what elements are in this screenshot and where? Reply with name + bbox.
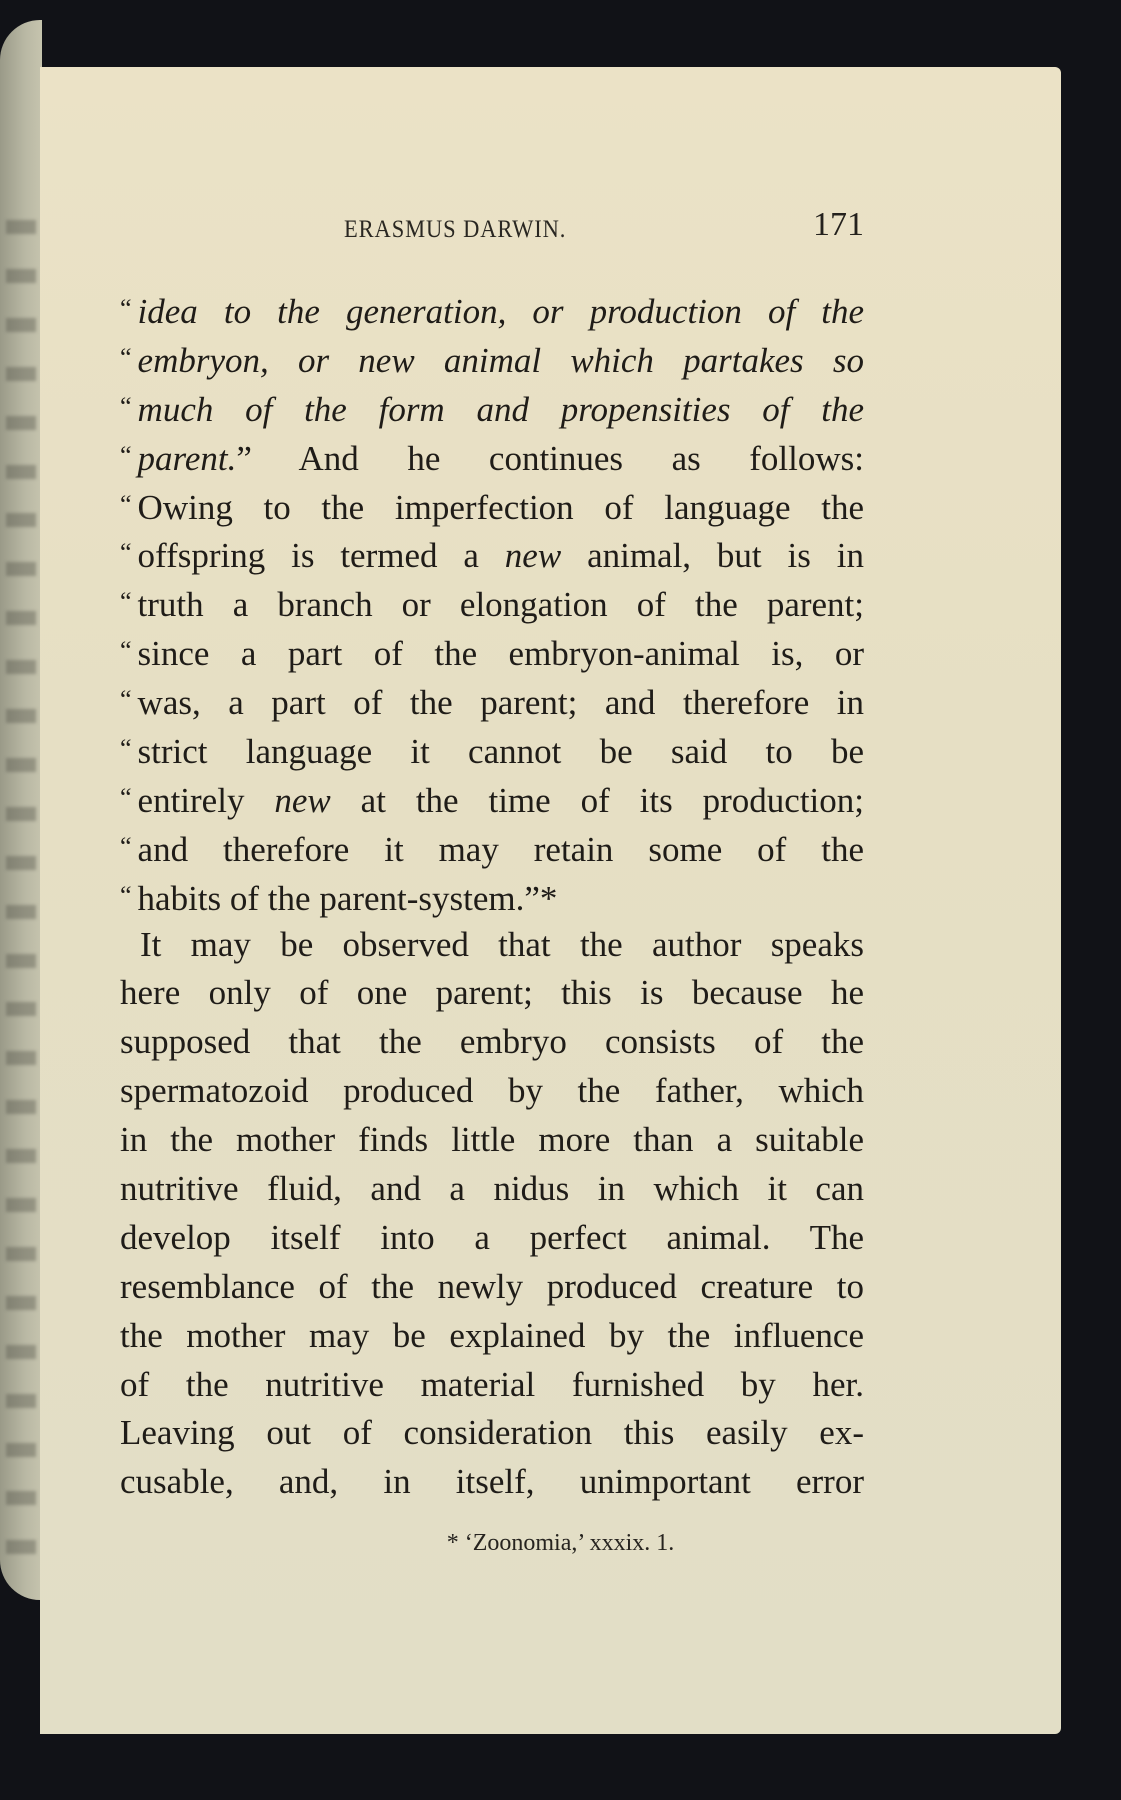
text-span: was, a part of the parent; and therefore in: [137, 683, 864, 723]
text-span: here only of one parent; this is because he: [120, 973, 864, 1013]
text-line: [120, 725, 864, 774]
bleed-through-text: [6, 1247, 36, 1261]
page-header: [120, 206, 864, 250]
text-line: [120, 1263, 864, 1312]
bleed-through-text: [6, 220, 36, 234]
bleed-through-text: [6, 758, 36, 772]
bleed-through-text: [6, 709, 36, 723]
bleed-through-text: [6, 416, 36, 430]
text-span: develop itself into a perfect animal. The: [120, 1217, 864, 1257]
italic-text: idea to the generation, or production of the: [137, 292, 864, 331]
text-span: habits of the parent-system.”*: [137, 878, 558, 918]
bleed-through-text: [6, 269, 36, 283]
text-span: the mother may be explained by the influence: [120, 1315, 864, 1355]
text-line: [120, 774, 864, 823]
bleed-through-text: [6, 513, 36, 527]
text-line: [120, 578, 864, 627]
italic-text: new: [274, 780, 331, 820]
text-span: ” And he continues as follows:: [236, 438, 864, 478]
bleed-through-text: [6, 562, 36, 576]
italic-text: embryon, or new animal which partakes so: [137, 340, 864, 380]
text-line: [120, 872, 864, 921]
text-line: [120, 285, 864, 334]
text-span: animal, but is in: [561, 536, 864, 576]
text-line: [120, 1409, 864, 1458]
bleed-through-text: [6, 465, 36, 479]
quote-mark: “: [120, 538, 132, 568]
adjacent-page-edge: [0, 20, 42, 1600]
text-span: cusable, and, in itself, unimportant error: [120, 1462, 864, 1502]
text-span: Leaving out of consideration this easily ex-: [120, 1413, 864, 1453]
text-line: [120, 1018, 864, 1067]
quote-mark: “: [120, 685, 132, 715]
bleed-through-text: [6, 1051, 36, 1065]
text-line: [120, 1116, 864, 1165]
bleed-through-text: [6, 660, 36, 674]
body-text: [120, 285, 864, 1507]
quote-mark: “: [120, 294, 132, 323]
quote-mark: “: [120, 342, 132, 372]
bleed-through-text: [6, 1491, 36, 1505]
bleed-through-text: [6, 807, 36, 821]
text-line: [120, 676, 864, 725]
text-span: resemblance of the newly produced creature to: [120, 1266, 864, 1306]
text-line: [120, 1458, 864, 1507]
text-span: Owing to the imperfection of language the: [137, 487, 864, 527]
text-span: nutritive fluid, and a nidus in which it can: [120, 1169, 864, 1209]
text-line: [120, 432, 864, 481]
text-line: [120, 1312, 864, 1361]
text-span: at the time of its production;: [330, 780, 864, 820]
text-span: It may be observed that the author speaks: [140, 924, 864, 964]
bleed-through-text: [6, 1100, 36, 1114]
quote-mark: “: [120, 587, 132, 617]
bleed-through-text: [6, 1443, 36, 1457]
text-span: and therefore it may retain some of the: [137, 829, 864, 869]
text-span: truth a branch or elongation of the parent;: [137, 585, 864, 625]
quote-mark: “: [120, 831, 132, 861]
bleed-through-text: [6, 1296, 36, 1310]
bleed-through-text: [6, 367, 36, 381]
text-line: [120, 383, 864, 432]
text-line: [120, 481, 864, 530]
running-title: ERASMUS DARWIN.: [344, 216, 567, 243]
text-line: [120, 1361, 864, 1410]
text-line: [120, 921, 864, 970]
text-span: entirely: [137, 780, 275, 820]
text-line: [120, 529, 864, 578]
text-line: [120, 823, 864, 872]
quote-mark: “: [120, 440, 132, 470]
text-span: offspring is termed a: [137, 536, 505, 576]
text-line: [120, 627, 864, 676]
quote-mark: “: [120, 391, 132, 421]
page-number: 171: [813, 206, 864, 243]
quote-mark: “: [120, 734, 132, 764]
text-span: in the mother finds little more than a suitable: [120, 1120, 864, 1160]
bleed-through-text: [6, 954, 36, 968]
quote-mark: “: [120, 782, 132, 812]
text-line: [120, 1165, 864, 1214]
text-span: strict language it cannot be said to be: [137, 732, 864, 772]
text-line: [120, 1214, 864, 1263]
quote-mark: “: [120, 489, 132, 519]
bleed-through-text: [6, 905, 36, 919]
bleed-through-text: [6, 1149, 36, 1163]
bleed-through-text: [6, 1002, 36, 1016]
quote-mark: “: [120, 880, 132, 910]
bleed-through-text: [6, 1345, 36, 1359]
text-span: spermatozoid produced by the father, which: [120, 1071, 864, 1111]
italic-text: new: [504, 536, 562, 576]
italic-text: parent.: [137, 438, 237, 478]
bleed-through-text: [6, 318, 36, 332]
text-span: of the nutritive material furnished by her.: [120, 1364, 864, 1404]
bleed-through-text: [6, 856, 36, 870]
footnote: * ‘Zoonomia,’ xxxix. 1.: [446, 1530, 675, 1556]
text-span: supposed that the embryo consists of the: [120, 1022, 864, 1062]
bleed-through-text: [6, 1394, 36, 1408]
italic-text: much of the form and propensities of the: [137, 389, 864, 429]
quote-mark: “: [120, 636, 132, 666]
bleed-through-text: [6, 1198, 36, 1212]
text-span: since a part of the embryon-animal is, or: [137, 634, 864, 674]
text-line: [120, 1067, 864, 1116]
bleed-through-text: [6, 611, 36, 625]
text-line: [120, 334, 864, 383]
text-line: [120, 969, 864, 1018]
